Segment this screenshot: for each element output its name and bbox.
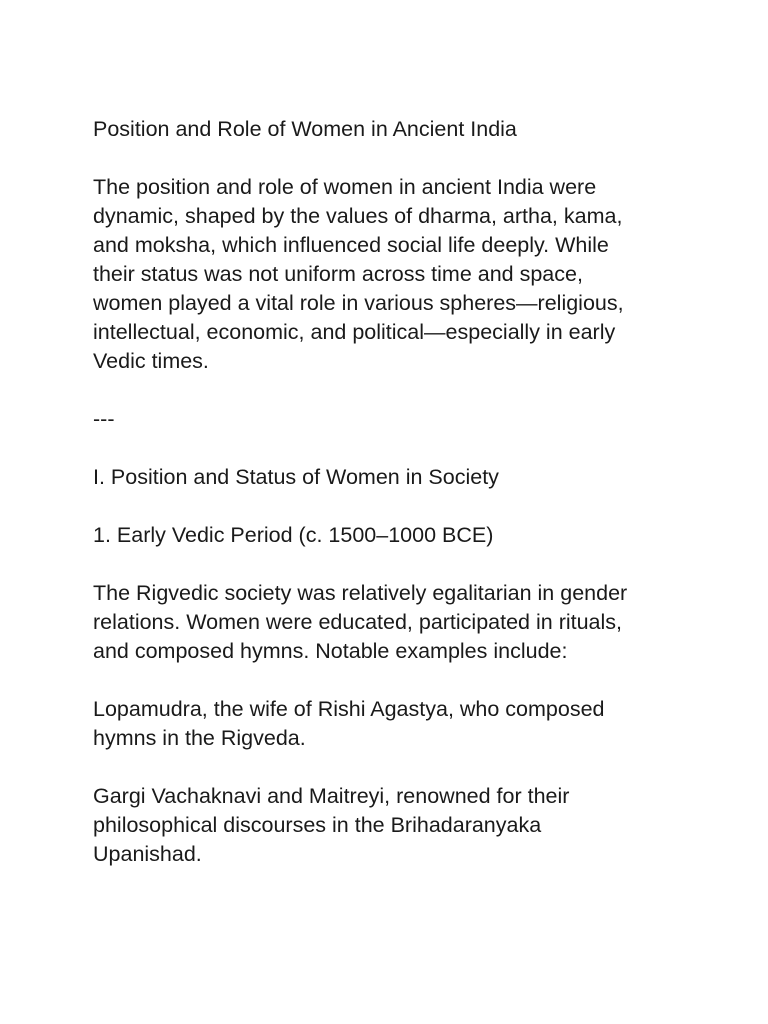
document-title: Position and Role of Women in Ancient India	[93, 117, 517, 141]
example-gargi: Gargi Vachaknavi and Maitreyi, renowned for their philosophical discourses in the Brihadaranyaka Upanishad.	[93, 784, 570, 866]
rigvedic-paragraph: The Rigvedic society was relatively egalitarian in gender relations. Women were educated, participated in rituals, and composed hymns. Notable examples include:	[93, 581, 628, 663]
document-body	[93, 115, 683, 898]
example-lopamudra: Lopamudra, the wife of Rishi Agastya, who composed hymns in the Rigveda.	[93, 697, 605, 750]
intro-paragraph: The position and role of women in ancient India were dynamic, shaped by the values of dharma, artha, kama, and moksha, which influenced social life deeply. While their status was not uniform across time and space, women played a vital role in various spheres—religious, intellectual, economic, and political—especially in early Vedic times.	[93, 175, 624, 373]
section-separator: ---	[93, 407, 115, 431]
section-heading: I. Position and Status of Women in Society	[93, 465, 499, 489]
subsection-heading: 1. Early Vedic Period (c. 1500–1000 BCE)	[93, 523, 494, 547]
